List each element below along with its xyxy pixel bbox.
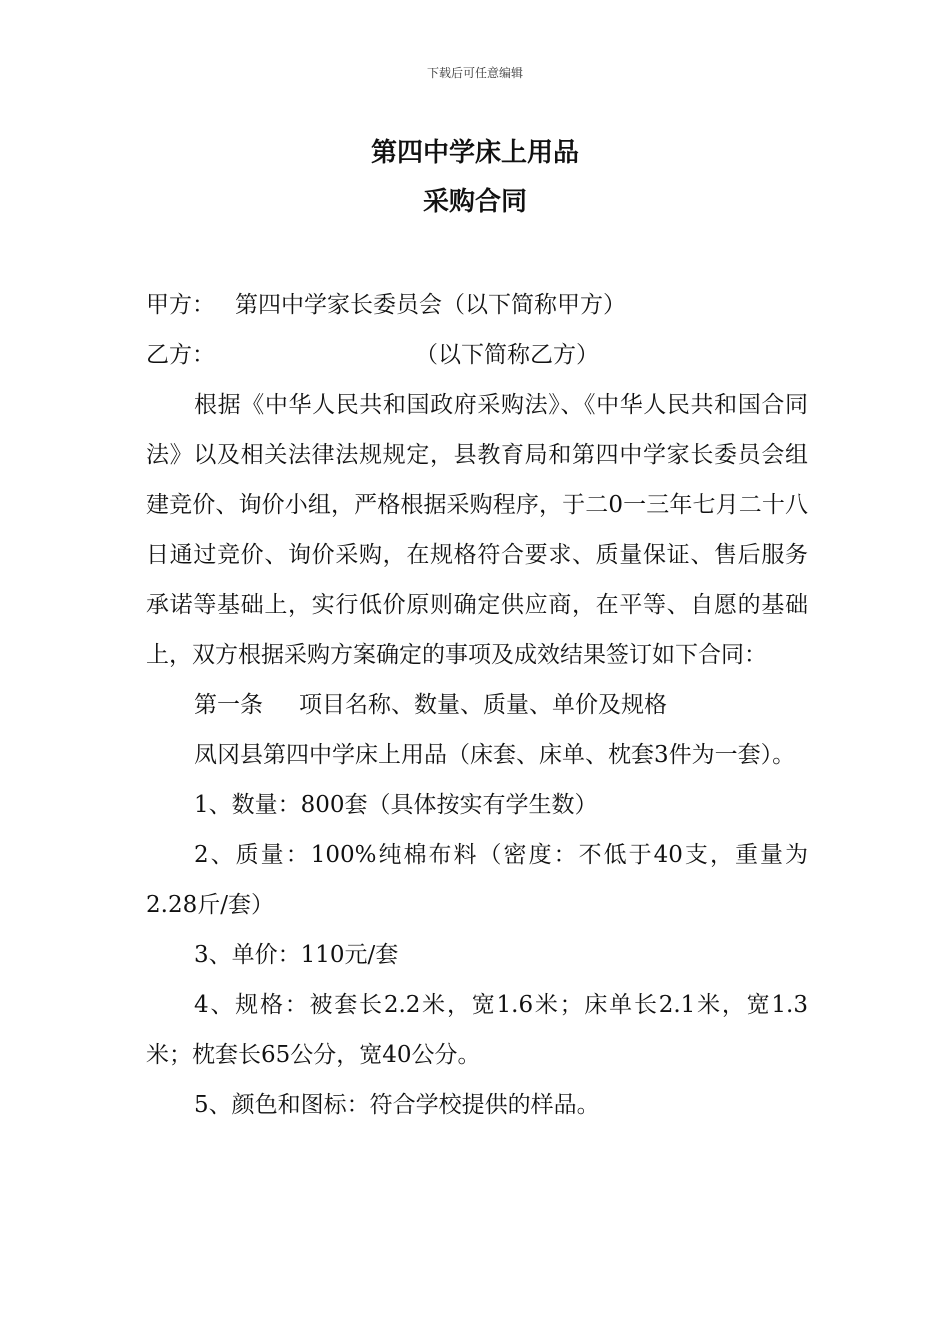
party-a-line — [146, 280, 808, 330]
article-1-heading — [146, 680, 808, 730]
product-paragraph: 凤冈县第四中学床上用品（床套、床单、枕套3件为一套）。 — [194, 742, 796, 768]
party-a-value: 第四中学家长委员会（以下简称甲方） — [235, 292, 626, 318]
item-specification: 4、规格：被套长2.2米，宽1.6米；床单长2.1米，宽1.3米；枕套长65公分，宽40公分。 — [146, 992, 808, 1068]
party-b-label: 乙方： — [146, 342, 215, 368]
item-quantity: 1、数量：800套（具体按实有学生数） — [194, 792, 598, 818]
article-1-label: 第一条 — [194, 692, 263, 718]
contract-body — [146, 280, 808, 1130]
document-subtitle: 采购合同 — [422, 187, 527, 217]
party-b-value: （以下简称乙方） — [415, 342, 599, 368]
intro-paragraph: 根据《中华人民共和国政府采购法》、《中华人民共和国合同法》以及相关法律法规规定，县教育局和第四中学家长委员会组建竞价、询价小组，严格根据采购程序，于二0一三年七月二十八日通过竞价、询价采购，在规格符合要求、质量保证、售后服务承诺等基础上，实行低价原则确定供应商，在平等、自愿的基础上，双方根据采购方案确定的事项及成效结果签订如下合同： — [146, 392, 808, 668]
party-b-line — [146, 330, 808, 380]
document-title: 第四中学床上用品 — [370, 138, 579, 168]
item-unit-price: 3、单价：110元/套 — [194, 942, 399, 968]
page-header-watermark: 下载后可任意编辑 — [426, 66, 523, 80]
article-1-title: 项目名称、数量、质量、单价及规格 — [299, 692, 667, 718]
item-quality: 2、质量：100%纯棉布料（密度：不低于40支，重量为2.28斤/套） — [146, 842, 808, 918]
party-a-label: 甲方： — [146, 292, 215, 318]
item-color-logo: 5、颜色和图标：符合学校提供的样品。 — [194, 1092, 600, 1118]
